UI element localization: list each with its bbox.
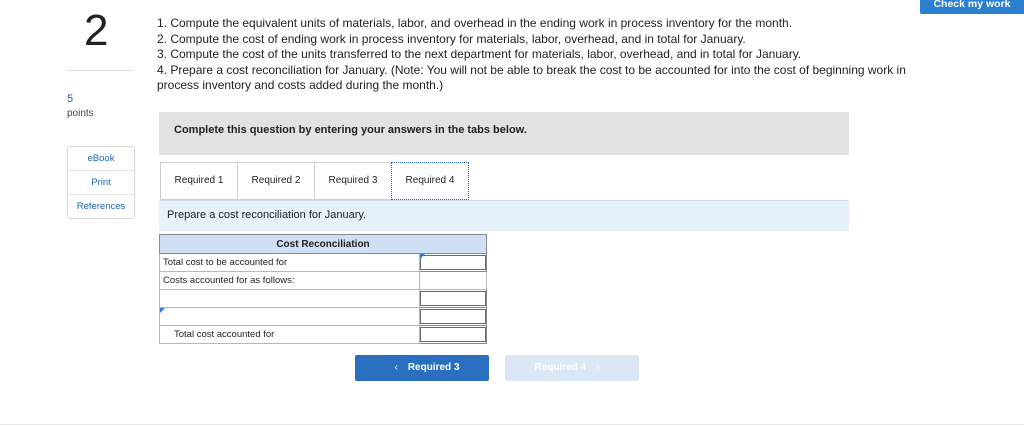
line-1-amount-cell (420, 290, 487, 308)
table-row (160, 308, 487, 326)
line-2-amount-input[interactable] (420, 309, 486, 324)
label-cell (160, 308, 420, 326)
cost-reconciliation-table (159, 234, 487, 344)
prompt-text: Prepare a cost reconciliation for January. (167, 209, 367, 221)
table-row (160, 272, 487, 290)
total-accounted-cell (420, 326, 487, 344)
table-title: Cost Reconciliation (160, 235, 487, 254)
tab-required-3[interactable]: Required 3 (314, 162, 392, 200)
total-to-account-input[interactable] (420, 255, 486, 270)
prev-required-button[interactable] (355, 355, 489, 381)
print-link[interactable]: Print (68, 171, 134, 195)
instruction-item: 1. Compute the equivalent units of materials, labor, and overhead in the ending work in process inventory for the month. (157, 16, 793, 30)
total-to-account-cell (420, 254, 487, 272)
instruction-item: 4. Prepare a cost reconciliation for January. (Note: You will not be able to break the cost to be accounted for into the cost of beginning work in process inventory and costs added during the month.) (157, 62, 906, 92)
line-2-label-input[interactable] (160, 309, 419, 324)
next-label: Required 4 (534, 362, 587, 373)
instruction-banner (159, 112, 849, 155)
instruction-item: 2. Compute the cost of ending work in process inventory for materials, labor, overhead, and in total for January. (157, 31, 746, 46)
table-row (160, 326, 487, 344)
line-1-amount-input[interactable] (420, 291, 486, 306)
divider (67, 70, 133, 71)
ebook-link[interactable]: eBook (68, 147, 134, 171)
line-1-label-input[interactable] (160, 291, 419, 306)
tab-prompt (159, 200, 849, 231)
tab-required-2[interactable]: Required 2 (237, 162, 315, 200)
next-required-button[interactable] (505, 355, 639, 381)
row-label: Costs accounted for as follows: (160, 272, 420, 290)
entry-marker-icon (160, 308, 165, 313)
table-row (160, 290, 487, 308)
table-row (160, 254, 487, 272)
divider (0, 424, 1024, 425)
resource-links (67, 146, 135, 219)
points-value: 5 (67, 93, 74, 105)
instruction-item: 3. Compute the cost of the units transferred to the next department for materials, labor, overhead, and in total for January. (157, 47, 802, 61)
row-label: Total cost accounted for (160, 326, 420, 344)
points-label: points (67, 108, 94, 119)
empty-cell (420, 272, 487, 290)
line-2-amount-cell (420, 308, 487, 326)
chevron-right-icon: › (596, 362, 600, 373)
tab-required-1[interactable]: Required 1 (160, 162, 238, 200)
tab-required-4[interactable]: Required 4 (391, 162, 469, 200)
references-link[interactable]: References (76, 201, 126, 212)
banner-text: Complete this question by entering your answers in the tabs below. (174, 124, 527, 136)
row-label: Total cost to be accounted for (160, 254, 420, 272)
entry-marker-icon (420, 254, 425, 259)
question-number: 2 (84, 6, 109, 55)
label-cell (160, 290, 420, 308)
prev-label: Required 3 (407, 362, 460, 373)
check-my-work-button[interactable]: Check my work (920, 0, 1024, 14)
instructions (157, 16, 927, 94)
chevron-left-icon: ‹ (394, 362, 398, 373)
total-accounted-input[interactable] (420, 327, 486, 342)
